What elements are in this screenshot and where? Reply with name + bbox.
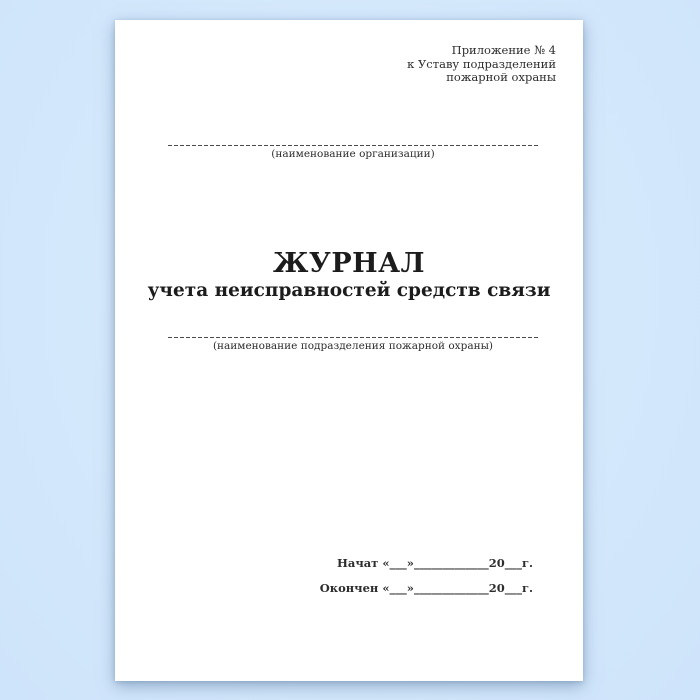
organization-blank-line — [168, 145, 538, 146]
organization-caption: (наименование организации) — [271, 148, 435, 160]
department-caption: (наименование подразделения пожарной охраны) — [212, 340, 494, 352]
date-finished: Окончен «___»_____________20___г. — [319, 581, 533, 595]
department-field — [168, 337, 538, 353]
dates-block — [320, 556, 533, 606]
title-block — [115, 249, 583, 301]
organization-field — [168, 145, 538, 161]
appendix-note — [407, 44, 556, 85]
journal-cover-page — [115, 20, 583, 681]
date-started: Начат «___»_____________20___г. — [337, 556, 533, 570]
department-blank-line — [168, 337, 538, 338]
journal-title: ЖУРНАЛ — [272, 248, 425, 279]
appendix-note-line-3: пожарной охраны — [446, 70, 556, 84]
appendix-note-line-2: к Уставу подразделений — [407, 56, 556, 71]
appendix-note-line-1: Приложение № 4 — [451, 43, 556, 57]
journal-subtitle: учета неисправностей средств связи — [147, 280, 551, 301]
